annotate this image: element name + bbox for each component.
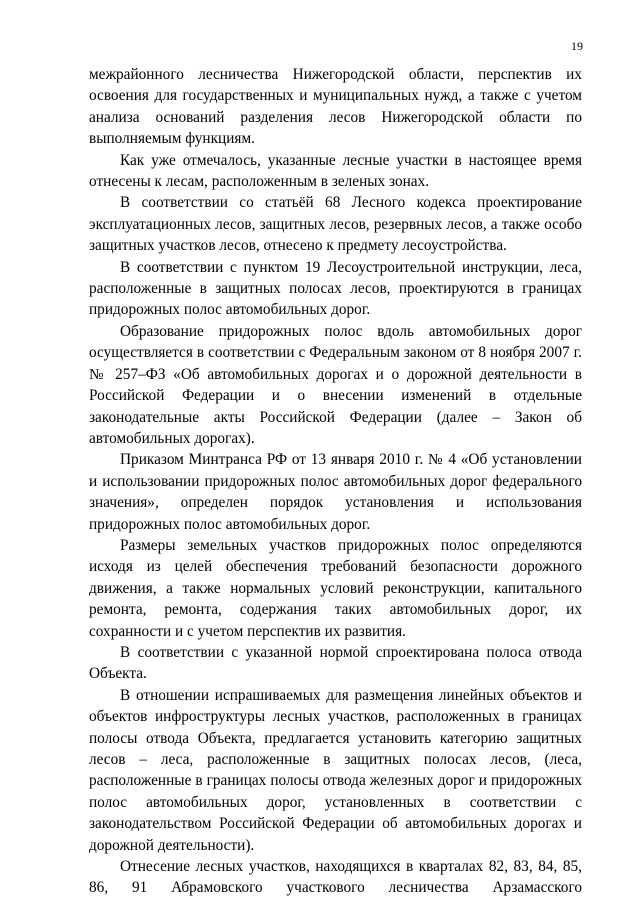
paragraph-instruction-point-19: В соответствии с пунктом 19 Лесоустроительной инструкции, леса, расположенные в защитных полосах лесов, проектируются в границах придорожных полос автомобильных дорог. — [89, 258, 582, 319]
document-body — [89, 64, 582, 899]
paragraph-quarters-assignment: Отнесение лесных участков, находящихся в кварталах 82, 83, 84, 85, 86, 91 Абрамовского участкового лесничества Арзамасского — [89, 858, 582, 897]
paragraph-land-plot-sizes: Размеры земельных участков придорожных полос определяются исходя из целей обеспечения требований безопасности дорожного движения, а также нормальных условий реконструкции, капитального ремонта, ремонта, содержания таких автомобильных дорог, их сохранности и с учетом перспектив их развития. — [89, 536, 582, 640]
paragraph-protective-category: В отношении испрашиваемых для размещения линейных объектов и объектов инфроструктуры лесных участков, расположенных в границах полосы отвода Объекта, предлагается установить категорию защитных лесов – леса, расположенные в защитных полосах лесов, (леса, расположенные в границах полосы отвода железных дорог и придорожных полос автомобильных дорог, установленных в соответствии с законодательством Российской Федерации об автомобильных дорогах и дорожной деятельности). — [89, 686, 582, 854]
paragraph-roadside-strips-law: Образование придорожных полос вдоль автомобильных дорог осуществляется в соответствии с Федеральным законом от 8 ноября 2007 г. № 257–ФЗ «Об автомобильных дорогах и о дорожной деятельности в Российской Федерации и о внесении изменений в отдельные законодательные акты Российской Федерации (далее – Закон об автомобильных дорогах). — [89, 322, 582, 447]
paragraph-continuation: межрайонного лесничества Нижегородской области, перспектив их освоения для государственных и муниципальных нужд, а также с учетом анализа оснований разделения лесов Нижегородской области по выполняемым функциям. — [89, 66, 582, 148]
paragraph-mintrans-order: Приказом Минтранса РФ от 13 января 2010 г. № 4 «Об установлении и использовании придорожных полос автомобильных дорог федерального значения», определен порядок установления и использования придорожных полос автомобильных дорог. — [89, 451, 582, 533]
paragraph-right-of-way: В соответствии с указанной нормой спроектирована полоса отвода Объекта. — [89, 643, 582, 683]
paragraph-forest-code-article-68: В соответствии со статьёй 68 Лесного кодекса проектирование эксплуатационных лесов, защитных лесов, резервных лесов, а также особо защитных участков лесов, отнесено к предмету лесоустройства. — [89, 194, 582, 255]
paragraph-green-zones: Как уже отмечалось, указанные лесные участки в настоящее время отнесены к лесам, расположенным в зеленых зонах. — [89, 151, 582, 191]
page-number: 19 — [571, 39, 583, 53]
